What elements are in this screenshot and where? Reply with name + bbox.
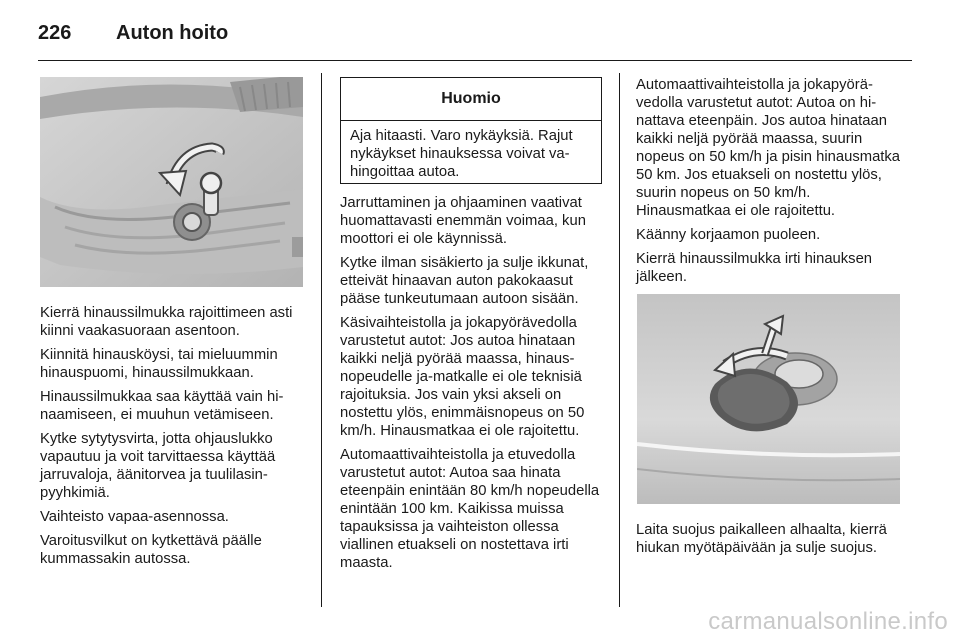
page-header — [38, 18, 228, 48]
column-divider-2 — [619, 73, 620, 607]
header-rule — [38, 60, 912, 61]
bumper-cover-illustration — [637, 294, 900, 504]
paragraph: Varoitusvilkut on kytkettävä päälle kummassakin autossa. — [40, 533, 262, 567]
paragraph: Kiinnitä hinausköysi, tai mieluummin hinauspuomi, hinaussilmukkaan. — [40, 347, 278, 381]
column-divider-1 — [321, 73, 322, 607]
column-2-text — [340, 194, 604, 578]
notice-box — [340, 77, 602, 184]
page-number: 226 — [38, 21, 72, 44]
column-1-text — [40, 304, 306, 574]
paragraph: Hinaussilmukkaa saa käyttää vain hinaamiseen, ei muuhun vetämiseen. — [40, 389, 284, 423]
paragraph: Automaattivaihteistolla ja etuvedolla varustetut autot: Autoa saa hinata eteenpäin enintään 80 km/h nopeudella enintään 100 km. Kaikissa muissa tapauksissa ja vaihteiston ollessa viallinen etuakseli on nostettava irti maasta. — [340, 447, 600, 571]
chapter-title: Auton hoito — [116, 21, 229, 44]
notice-title: Huomio — [341, 78, 601, 121]
paragraph: Käsivaihteistolla ja jokapyörävedolla varustetut autot: Jos autoa hinataan kaikki neljä pyörää maassa, hinausnopeudelle ja-matkalle ei ole teknisiä rajoituksia. Jos vain yksi akseli on nostettu ylös, enimmäisnopeus on 50 km/h. Hinausmatkaa ei ole rajoitettu. — [340, 315, 585, 439]
paragraph: Kytke sytytysvirta, jotta ohjauslukko vapautuu ja voit tarvittaessa käyttää jarruvaloja, äänitorvea ja tuulilasinpyyhkimiä. — [40, 431, 276, 501]
column-3-text-after-image — [636, 521, 904, 563]
paragraph: Kierrä hinaussilmukka irti hinauksen jälkeen. — [636, 251, 873, 285]
towing-eye-illustration — [40, 77, 303, 287]
watermark: carmanualsonline.info — [708, 608, 948, 635]
paragraph: Kierrä hinaussilmukka rajoittimeen asti kiinni vaakasuoraan asentoon. — [40, 305, 293, 339]
paragraph: Kytke ilman sisäkierto ja sulje ikkunat, etteivät hinaavan auton pakokaasut pääse tunkeutumaan autoon sisään. — [340, 255, 589, 307]
paragraph: Laita suojus paikalleen alhaalta, kierrä hiukan myötäpäivään ja sulje suojus. — [636, 522, 887, 556]
paragraph: Vaihteisto vapaa-asennossa. — [40, 509, 229, 525]
paragraph: Käänny korjaamon puoleen. — [636, 227, 821, 243]
column-3-text — [636, 76, 904, 292]
paragraph: Jarruttaminen ja ohjaaminen vaativat huomattavasti enemmän voimaa, kun moottori ei ole käynnissä. — [340, 195, 586, 247]
notice-text: Aja hitaasti. Varo nykäyksiä. Rajut nykäykset hinauksessa voivat vahingoittaa autoa. — [350, 128, 573, 180]
paragraph: Automaattivaihteistolla ja jokapyörävedolla varustetut autot: Autoa on hinattava eteenpäin. Jos autoa hinataan kaikki neljä pyörää maassa, suurin nopeus on 50 km/h ja pisin hinausmatka 50 km. Jos etuakseli on nostettu ylös, suurin nopeus on 50 km/h. Hinausmatkaa ei ole rajoitettu. — [636, 77, 901, 219]
